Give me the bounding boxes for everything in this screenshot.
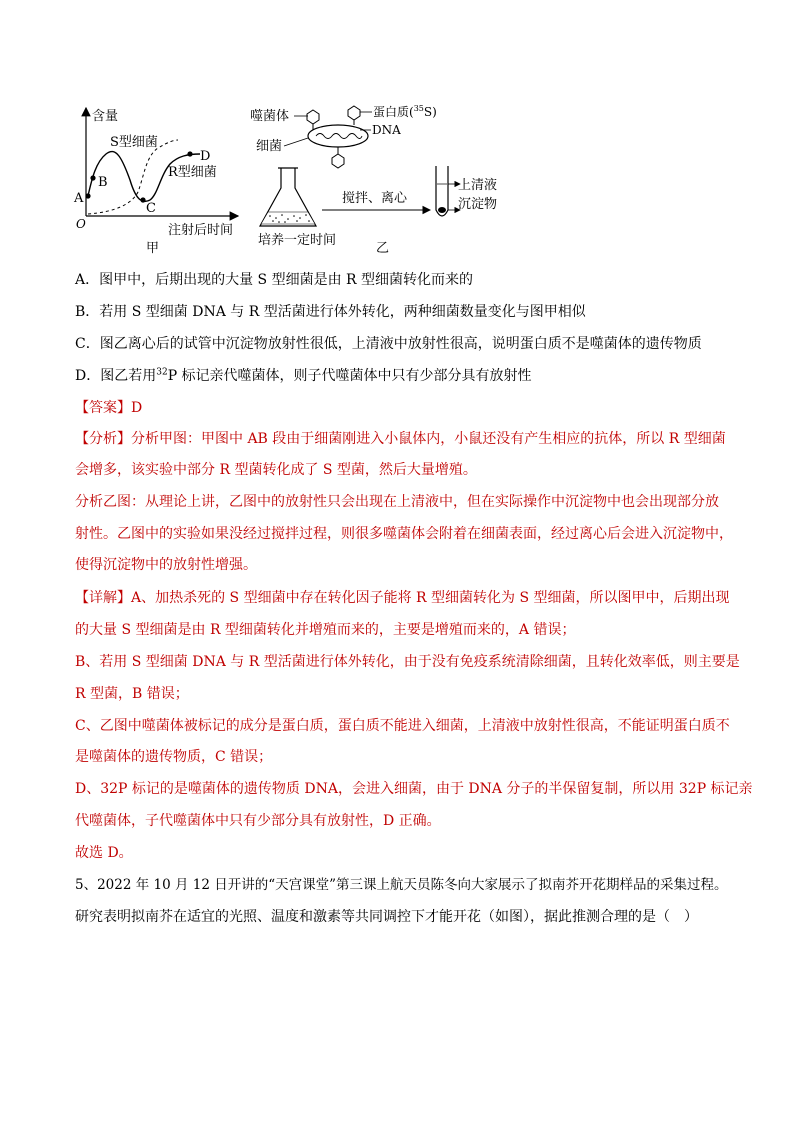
figure-jia-yi [70,96,498,258]
answer [75,397,775,419]
point-d [187,151,192,156]
phage-top [348,106,360,125]
detail-line-8: 代噬菌体，子代噬菌体中只有少部分具有放射性，D 正确。 [75,813,441,829]
s-curve-label: S型细菌 [110,135,158,150]
arrow-label: 搅拌、离心 [342,191,408,206]
r-curve-label: R型细菌 [168,165,217,180]
origin-label: O [76,217,86,231]
option-d: D．图乙若用$^{32}$P 标记亲代噬菌体，则子代噬菌体中只有少部分具有放射性 [75,367,532,384]
option-b: B．若用 S 型细菌 DNA 与 R 型活菌进行体外转化，两种细菌数量变化与图甲相似 [75,304,586,320]
sediment [438,207,446,213]
detail-line-2: 的大量 S 型细菌是由 R 型细菌转化并增殖而来的，主要是增殖而来的，A 错误； [75,622,576,638]
point-b [90,175,95,180]
detail-label: 【详解】 [75,590,131,606]
flask-liquid [261,212,315,224]
answer-label: 【答案】 [75,400,131,416]
x-axis-label: 注射后时间 [168,223,234,238]
panel-label-jia: 甲 [146,241,160,256]
detail-line-6: 是噬菌体的遗传物质，C 错误； [75,749,273,765]
culture-label: 培养一定时间 [258,233,337,248]
analysis-line-3: 分析乙图：从理论上讲，乙图中的放射性只会出现在上清液中，但在实际操作中沉淀物中也会出现部分放 [75,494,719,510]
point-c [140,197,145,202]
phage-bottom [332,147,344,168]
point-b-label: B [98,175,108,190]
sediment-label: 沉淀物 [458,197,498,212]
point-a-label: A [74,191,84,206]
phage-left [307,110,319,130]
bacteria-label: 细菌 [256,139,283,154]
dna-label: DNA [372,123,401,137]
graph-jia [73,108,238,256]
diagram-yi [250,104,497,256]
option-c: C．图乙离心后的试管中沉淀物放射性很低，上清液中放射性很高，说明蛋白质不是噬菌体的遗传物质 [75,336,702,352]
analysis-line-4: 射性。乙图中的实验如果没经过搅拌过程，则很多噬菌体会附着在细菌表面，经过离心后会进入沉淀物中， [75,526,733,542]
y-axis-label: 含量 [92,109,119,124]
panel-label-yi: 乙 [376,241,390,256]
point-a [85,193,90,198]
phage-label: 噬菌体 [250,109,290,124]
analysis-label: 【分析】 [75,431,131,447]
option-a: A．图甲中，后期出现的大量 S 型细菌是由 R 型细菌转化而来的 [75,272,474,288]
question-5-line-1: 5、2022 年 10 月 12 日开讲的“天宫课堂”第三课上航天员陈冬向大家展示了拟南芥开花期样品的采集过程。 [75,877,728,893]
answer-value: D [131,400,143,416]
point-d-label: D [200,149,211,164]
question-5-line-2: 研究表明拟南芥在适宜的光照、温度和激素等共同调控下才能开花（如图），据此推测合理的是（ ） [75,909,698,925]
analysis-line-2: 会增多，该实验中部分 R 型菌转化成了 S 型菌，然后大量增殖。 [75,462,477,478]
analysis-line-1: 【分析】分析甲图：甲图中 AB 段由于细菌刚进入小鼠体内，小鼠还没有产生相应的抗体，所以 R 型细菌 [75,431,726,447]
detail-line-7: D、32P 标记的是噬菌体的遗传物质 DNA，会进入细菌，由于 DNA 分子的半保留复制，所以用 32P 标记亲 [75,781,753,797]
supernatant-label: 上清液 [458,178,498,193]
detail-line-9: 故选 D。 [75,845,133,861]
bacterium [308,125,368,147]
detail-line-4: R 型菌，B 错误； [75,686,189,702]
figure-svg [70,96,498,258]
detail-line-3: B、若用 S 型细菌 DNA 与 R 型活菌进行体外转化，由于没有免疫系统清除细菌，且转化效率低，则主要是 [75,654,740,670]
detail-line-5: C、乙图中噬菌体被标记的成分是蛋白质，蛋白质不能进入细菌，上清液中放射性很高，不能证明蛋白质不 [75,718,730,734]
point-c-label: C [146,201,156,216]
protein-label: 蛋白质($^{35}$S) [373,104,437,119]
detail-line-1: 【详解】A、加热杀死的 S 型细菌中存在转化因子能将 R 型细菌转化为 S 型细菌，所以图甲中，后期出现 [75,590,730,606]
analysis-line-5: 使得沉淀物中的放射性增强。 [75,557,257,573]
